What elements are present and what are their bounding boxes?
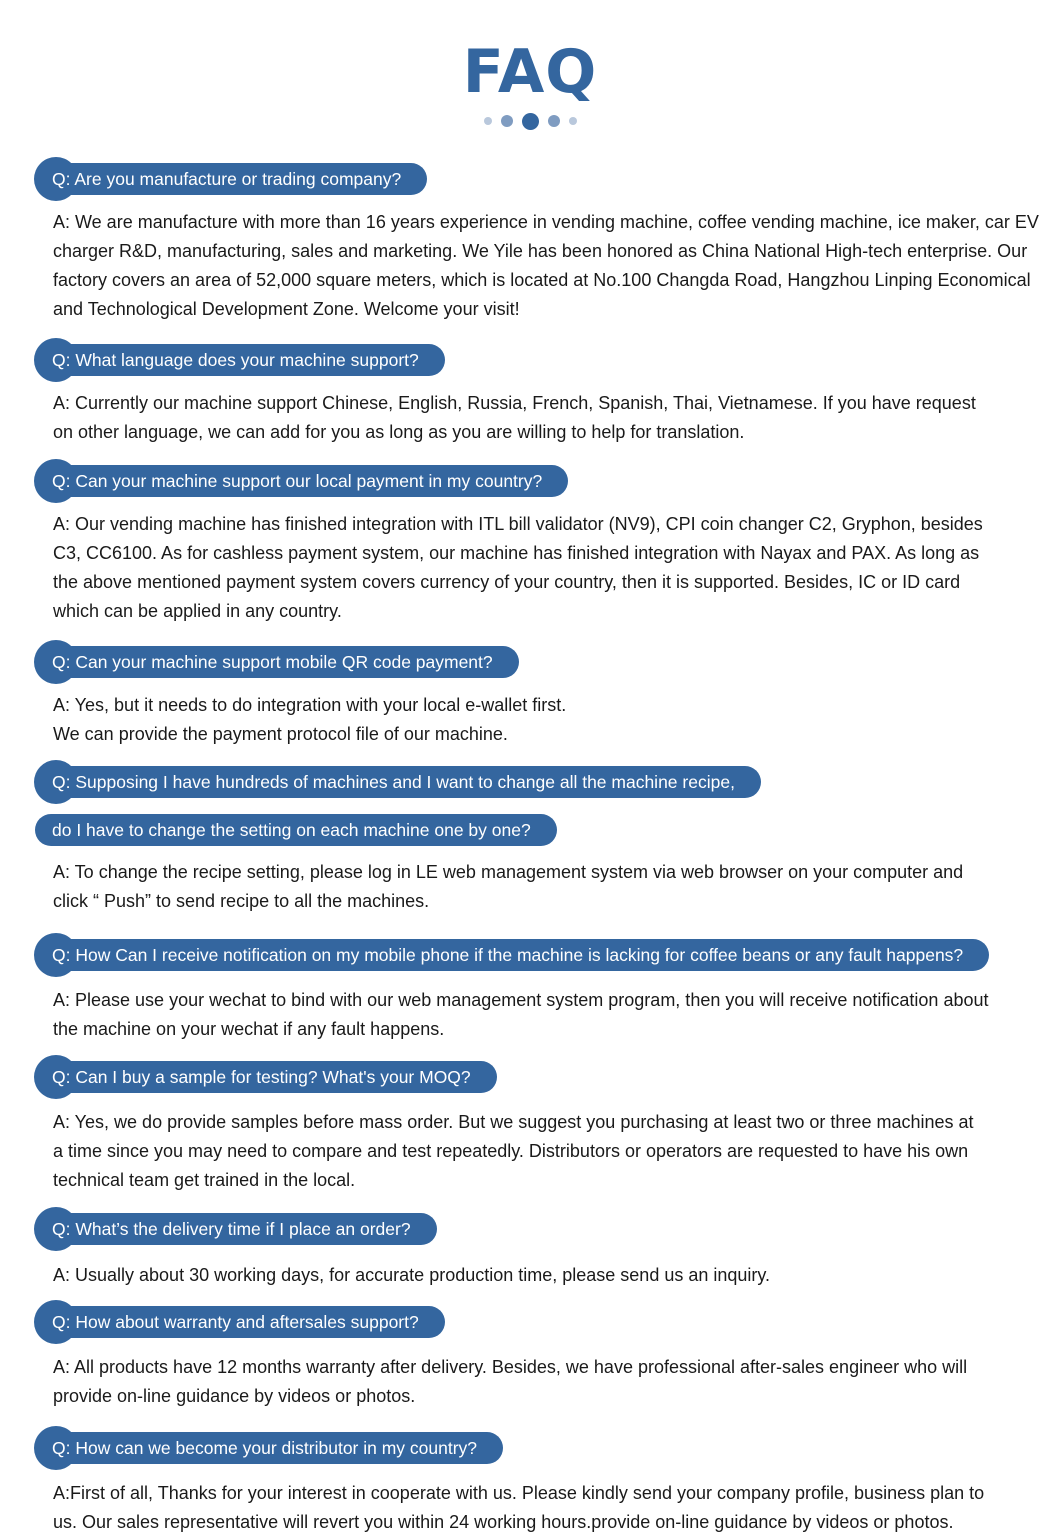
answer-line: and Technological Development Zone. Welcome your visit!: [53, 299, 520, 319]
dot-icon: [484, 117, 492, 125]
faq-answer-10: [53, 1479, 1043, 1537]
faq-answer-8: [53, 1261, 1043, 1290]
faq-question-4: Q: Can your machine support mobile QR code payment?: [35, 646, 519, 678]
answer-line: which can be applied in any country.: [53, 601, 342, 621]
faq-answer-7: [53, 1108, 1043, 1195]
dot-icon: [501, 115, 513, 127]
faq-answer-2: [53, 389, 1043, 447]
answer-line: A: All products have 12 months warranty after delivery. Besides, we have professional after-sales engineer who will: [53, 1357, 968, 1377]
dot-icon: [548, 115, 560, 127]
answer-line: technical team get trained in the local.: [53, 1170, 356, 1190]
faq-question-7: Q: Can I buy a sample for testing? What's your MOQ?: [35, 1061, 497, 1093]
faq-question-9: Q: How about warranty and aftersales support?: [35, 1306, 445, 1338]
answer-line: the machine on your wechat if any fault happens.: [53, 1019, 445, 1039]
answer-line: A: Currently our machine support Chinese, English, Russia, French, Spanish, Thai, Vietnamese. If you have request: [53, 393, 976, 413]
dot-icon: [569, 117, 577, 125]
faq-answer-5: [53, 858, 1043, 916]
answer-line: A: Our vending machine has finished integration with ITL bill validator (NV9), CPI coin changer C2, Gryphon, besides: [53, 514, 983, 534]
answer-line: click “ Push” to send recipe to all the machines.: [53, 891, 430, 911]
faq-answer-6: [53, 986, 1043, 1044]
faq-answer-3: [53, 510, 1043, 626]
dot-icon: [522, 113, 539, 130]
answer-line: We can provide the payment protocol file of our machine.: [53, 724, 508, 744]
answer-line: C3, CC6100. As for cashless payment system, our machine has finished integration with Nayax and PAX. As long as: [53, 543, 980, 563]
faq-question-5: Q: Supposing I have hundreds of machines and I want to change all the machine recipe,: [35, 766, 761, 798]
page-title: FAQ: [462, 37, 598, 107]
faq-answer-1: [53, 208, 1043, 324]
answer-line: A: Please use your wechat to bind with our web management system program, then you will receive notification about: [53, 990, 989, 1010]
answer-line: A: We are manufacture with more than 16 years experience in vending machine, coffee vending machine, ice maker, car EV: [53, 212, 1039, 232]
answer-line: the above mentioned payment system covers currency of your country, then it is supported. Besides, IC or ID card: [53, 572, 961, 592]
faq-answer-9: [53, 1353, 1043, 1411]
faq-question-5-continued: do I have to change the setting on each machine one by one?: [35, 814, 557, 846]
answer-line: a time since you may need to compare and test repeatedly. Distributors or operators are requested to have his own: [53, 1141, 969, 1161]
answer-line: A: Yes, we do provide samples before mass order. But we suggest you purchasing at least two or three machines at: [53, 1112, 974, 1132]
faq-question-8: Q: What’s the delivery time if I place an order?: [35, 1213, 437, 1245]
answer-line: provide on-line guidance by videos or photos.: [53, 1386, 416, 1406]
faq-question-3: Q: Can your machine support our local payment in my country?: [35, 465, 568, 497]
answer-line: on other language, we can add for you as long as you are willing to help for translation.: [53, 422, 745, 442]
faq-question-2: Q: What language does your machine support?: [35, 344, 445, 376]
answer-line: A:First of all, Thanks for your interest in cooperate with us. Please kindly send your company profile, business plan to: [53, 1483, 985, 1503]
faq-question-6: Q: How Can I receive notification on my mobile phone if the machine is lacking for coffee beans or any fault happens?: [35, 939, 989, 971]
answer-line: A: To change the recipe setting, please log in LE web management system via web browser on your computer and: [53, 862, 964, 882]
answer-line: A: Yes, but it needs to do integration with your local e-wallet first.: [53, 695, 567, 715]
answer-line: factory covers an area of 52,000 square meters, which is located at No.100 Changda Road, Hangzhou Linping Economical: [53, 270, 1031, 290]
answer-line: us. Our sales representative will revert you within 24 working hours.provide on-line guidance by videos or photos.: [53, 1512, 954, 1532]
faq-question-10: Q: How can we become your distributor in my country?: [35, 1432, 503, 1464]
answer-line: charger R&D, manufacturing, sales and marketing. We Yile has been honored as China National High-tech enterprise. Our: [53, 241, 1028, 261]
decorative-dots: [0, 112, 1060, 130]
answer-line: A: Usually about 30 working days, for accurate production time, please send us an inquiry.: [53, 1265, 771, 1285]
faq-answer-4: [53, 691, 1043, 749]
faq-question-1: Q: Are you manufacture or trading company?: [35, 163, 427, 195]
